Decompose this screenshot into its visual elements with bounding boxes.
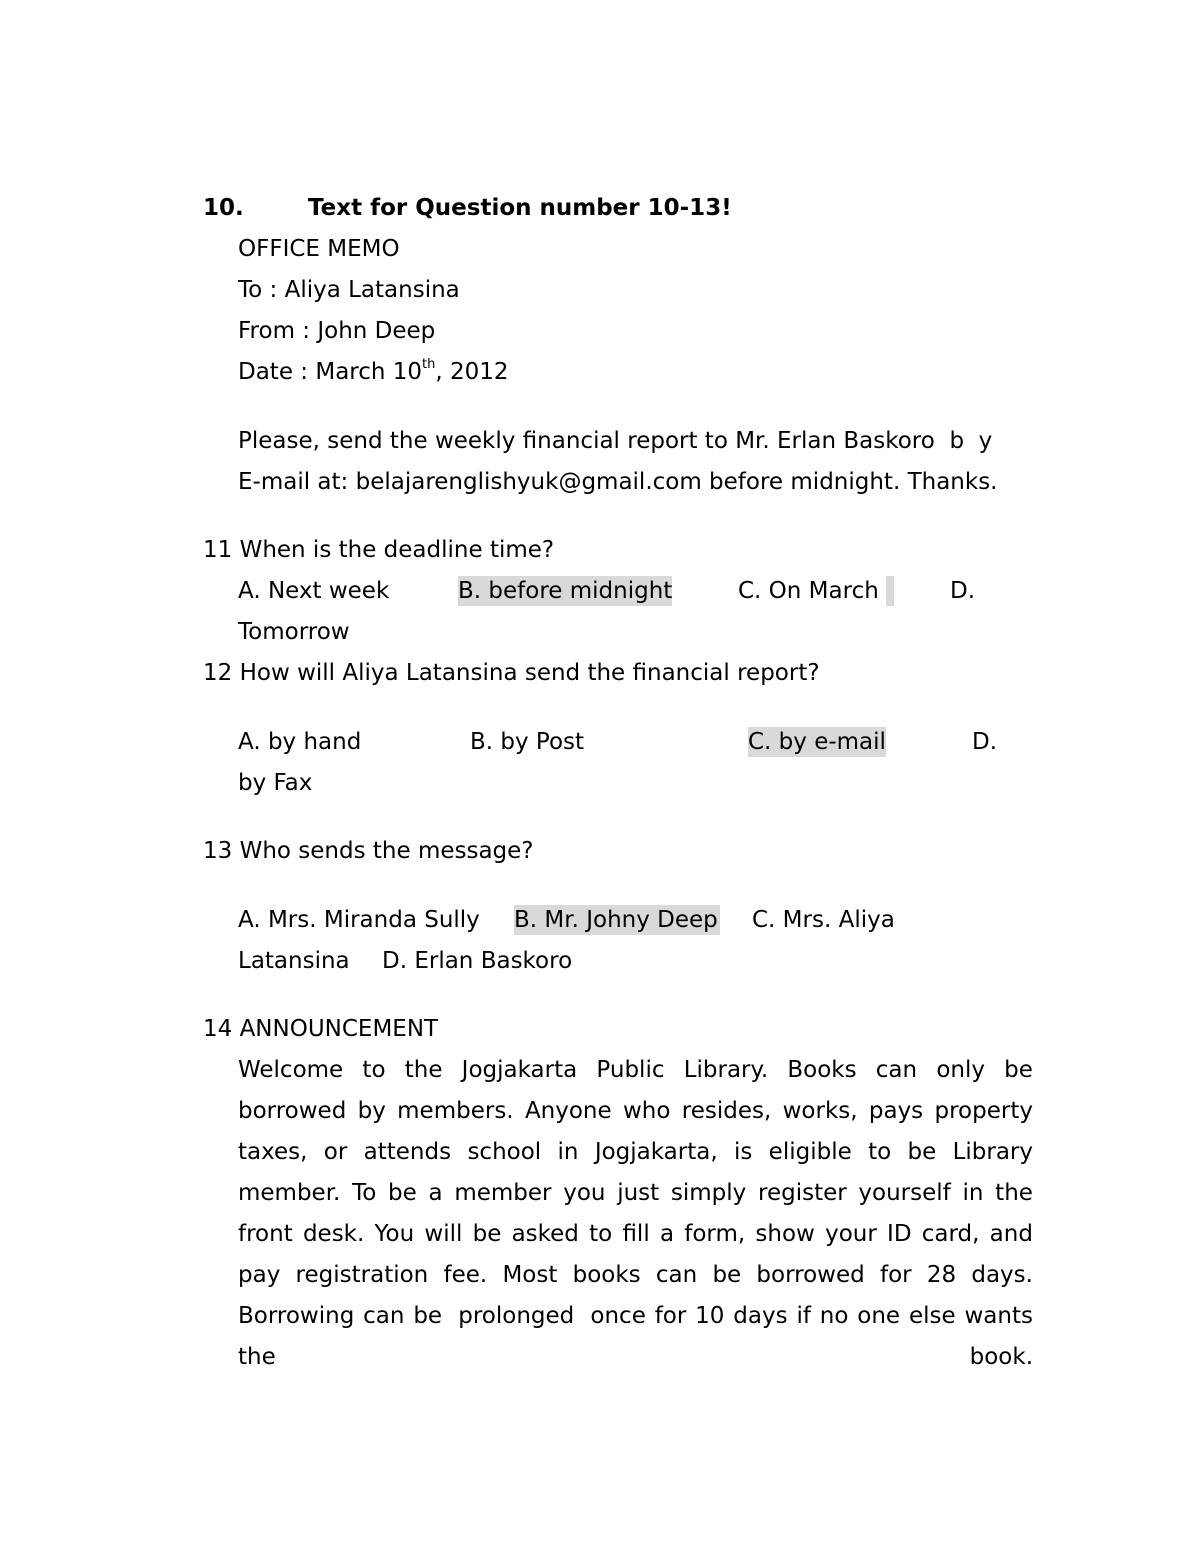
announcement-line [238, 1301, 1033, 1331]
q11-option-d-continued: Tomorrow [238, 619, 350, 645]
announcement-word: show [755, 1221, 815, 1247]
announcement-word: Most [502, 1262, 558, 1288]
announcement-word: taxes, [238, 1139, 308, 1165]
q11-option-c-text: C. On March [738, 578, 887, 604]
announcement-word: a [659, 1221, 675, 1247]
announcement-line [238, 1178, 1033, 1208]
announcement-word: and [989, 1221, 1033, 1247]
announcement-word: To [352, 1180, 377, 1206]
announcement-word: ID [887, 1221, 912, 1247]
announcement-word: book. [969, 1344, 1033, 1370]
passage-heading: Text for Question number 10-13! [308, 195, 732, 221]
announcement-word: or [323, 1139, 348, 1165]
announcement-word: if [796, 1303, 811, 1329]
announcement-word: be [907, 1139, 937, 1165]
announcement-word: a [428, 1180, 443, 1206]
memo-date-ordinal: th [422, 357, 436, 373]
announcement-word: is [733, 1139, 753, 1165]
announcement-word: Books [787, 1057, 857, 1083]
announcement-word: prolonged [450, 1303, 575, 1329]
q13-option-c: C. Mrs. Aliya [752, 907, 895, 933]
announcement-word: Jogjakarta [461, 1057, 578, 1083]
memo-date-suffix: , 2012 [435, 359, 509, 385]
announcement-word: Library [952, 1139, 1033, 1165]
announcement-word: 10 [695, 1303, 725, 1329]
q12-option-a: A. by hand [238, 729, 362, 755]
announcement-word: to [589, 1221, 613, 1247]
memo-title: OFFICE MEMO [238, 236, 400, 262]
announcement-word: Borrowing [238, 1303, 355, 1329]
announcement-word: desk. [302, 1221, 365, 1247]
announcement-line [238, 1219, 1033, 1249]
announcement-word: will [424, 1221, 463, 1247]
announcement-word: the [238, 1344, 276, 1370]
announcement-word: no [819, 1303, 849, 1329]
announcement-word: Library. [683, 1057, 769, 1083]
announcement-word: fee. [443, 1262, 488, 1288]
announcement-word: be [712, 1262, 742, 1288]
announcement-word: member. [238, 1180, 341, 1206]
announcement-word: days [733, 1303, 788, 1329]
announcement-word: fill [622, 1221, 650, 1247]
q13-option-d: D. Erlan Baskoro [382, 948, 573, 974]
announcement-word: who [622, 1098, 671, 1124]
announcement-word: days. [971, 1262, 1033, 1288]
announcement-word: form, [684, 1221, 746, 1247]
announcement-word: be [1004, 1057, 1033, 1083]
memo-date-prefix: Date : March 10 [238, 359, 423, 385]
highlight-fragment [886, 576, 894, 606]
question-12: 12 How will Aliya Latansina send the financial report? [203, 660, 820, 686]
memo-from: From : John Deep [238, 318, 436, 344]
announcement-word: to [868, 1139, 892, 1165]
question-11: 11 When is the deadline time? [203, 537, 555, 563]
announcement-line [238, 1342, 1033, 1372]
announcement-word: the [404, 1057, 443, 1083]
announcement-word: simply [670, 1180, 747, 1206]
announcement-word: Public [596, 1057, 665, 1083]
announcement-word: resides, [681, 1098, 772, 1124]
announcement-word: be [388, 1180, 417, 1206]
memo-date [238, 357, 509, 387]
announcement-word: the [995, 1180, 1033, 1206]
q12-option-d: D. [972, 729, 998, 755]
announcement-word: your [825, 1221, 877, 1247]
announcement-word: books [572, 1262, 641, 1288]
q12-option-d-continued: by Fax [238, 770, 313, 796]
q13-option-b-highlighted: B. Mr. Johny Deep [514, 907, 718, 933]
announcement-word: wants [964, 1303, 1033, 1329]
announcement-line [238, 1055, 1033, 1085]
announcement-line [238, 1096, 1033, 1126]
announcement-word: yourself [858, 1180, 951, 1206]
announcement-word: eligible [768, 1139, 852, 1165]
announcement-word: front [238, 1221, 293, 1247]
announcement-word: Anyone [524, 1098, 612, 1124]
question-14-heading: 14 ANNOUNCEMENT [203, 1016, 439, 1042]
q11-option-c [738, 576, 894, 606]
announcement-word: by [357, 1098, 386, 1124]
q13-option-c-continued: Latansina [238, 948, 350, 974]
announcement-word: for [879, 1262, 912, 1288]
q11-option-d: D. [950, 578, 976, 604]
announcement-word: school [467, 1139, 542, 1165]
announcement-word: be [472, 1221, 502, 1247]
q12-option-c-highlighted: C. by e-mail [748, 729, 886, 755]
q11-option-b-highlighted: B. before midnight [458, 578, 673, 604]
announcement-word: attends [363, 1139, 452, 1165]
q12-option-b: B. by Post [470, 729, 585, 755]
announcement-line [238, 1260, 1033, 1290]
announcement-word: in [557, 1139, 579, 1165]
q11-option-a: A. Next week [238, 578, 390, 604]
announcement-word: works, [782, 1098, 858, 1124]
announcement-word: be [413, 1303, 443, 1329]
announcement-word: register [758, 1180, 847, 1206]
announcement-word: in [962, 1180, 984, 1206]
announcement-word: asked [511, 1221, 579, 1247]
announcement-word: only [936, 1057, 985, 1083]
announcement-word: can [655, 1262, 698, 1288]
announcement-word: borrowed [238, 1098, 347, 1124]
announcement-line [238, 1137, 1033, 1167]
announcement-word: members. [397, 1098, 514, 1124]
question-13: 13 Who sends the message? [203, 838, 534, 864]
announcement-word: one [857, 1303, 901, 1329]
announcement-word: else [908, 1303, 956, 1329]
announcement-word: Welcome [238, 1057, 344, 1083]
announcement-word: once [583, 1303, 646, 1329]
announcement-word: to [362, 1057, 386, 1083]
announcement-word: you [563, 1180, 606, 1206]
q13-option-a: A. Mrs. Miranda Sully [238, 907, 480, 933]
announcement-word: card, [921, 1221, 980, 1247]
announcement-word: registration [295, 1262, 429, 1288]
announcement-word: for [654, 1303, 687, 1329]
announcement-word: can [875, 1057, 918, 1083]
announcement-word: borrowed [756, 1262, 865, 1288]
announcement-word: pays [868, 1098, 924, 1124]
announcement-word: pay [238, 1262, 281, 1288]
memo-body-line-2: E-mail at: belajarenglishyuk@gmail.com before midnight. Thanks. [238, 469, 998, 495]
memo-to: To : Aliya Latansina [238, 277, 460, 303]
announcement-word: property [934, 1098, 1033, 1124]
memo-body-line-1: Please, send the weekly financial report to Mr. Erlan Baskoro b y [238, 428, 993, 454]
announcement-word: 28 [926, 1262, 957, 1288]
announcement-word: Jogjakarta, [594, 1139, 718, 1165]
announcement-word: can [363, 1303, 405, 1329]
announcement-word: You [374, 1221, 415, 1247]
question-number-10: 10. [203, 195, 244, 221]
announcement-word: just [617, 1180, 660, 1206]
announcement-word: member [454, 1180, 552, 1206]
